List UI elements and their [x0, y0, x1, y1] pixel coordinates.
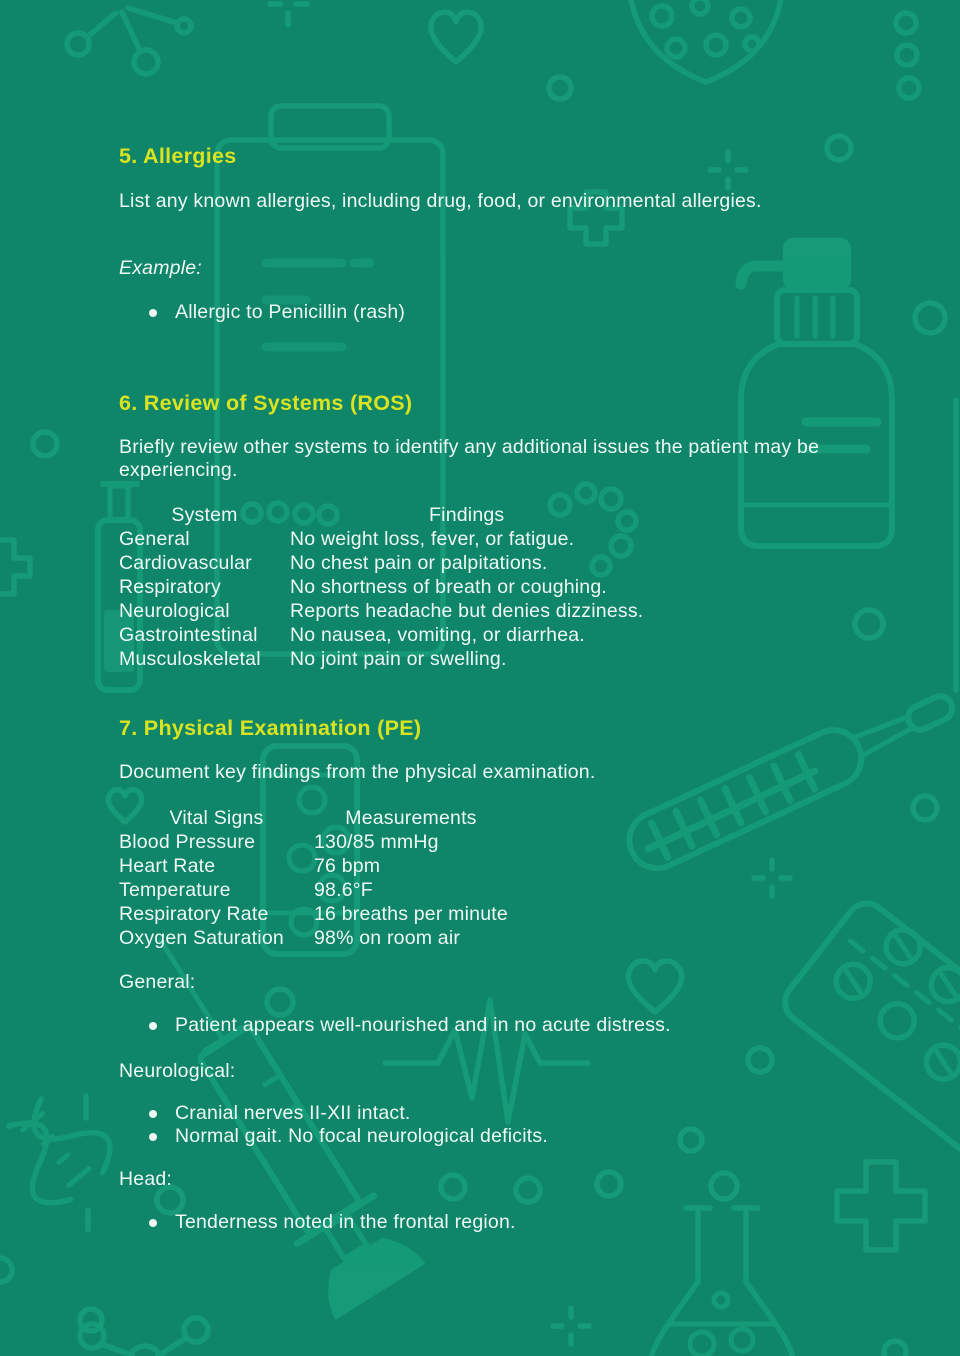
table-cell: No shortness of breath or coughing.	[290, 576, 608, 598]
ros-table	[119, 503, 643, 671]
table-cell: 98% on room air	[314, 927, 461, 949]
table-cell: Respiratory	[119, 576, 221, 598]
bullet-item: Normal gait. No focal neurological deficits.	[119, 1125, 548, 1148]
table-cell: Blood Pressure	[119, 831, 256, 853]
table-header-cell: System	[171, 504, 238, 526]
table-cell: Reports headache but denies dizziness.	[290, 600, 644, 622]
table-cell: 76 bpm	[314, 855, 381, 877]
table-cell: Respiratory Rate	[119, 903, 269, 925]
table-cell: No joint pain or swelling.	[290, 648, 507, 670]
table-cell: Temperature	[119, 879, 231, 901]
table-cell: Gastrointestinal	[119, 624, 258, 646]
bullet-item: Tenderness noted in the frontal region.	[119, 1211, 516, 1234]
table-cell: 16 breaths per minute	[314, 903, 508, 925]
table-cell: Musculoskeletal	[119, 648, 261, 670]
ros-description: Briefly review other systems to identify any additional issues the patient may be experiencing.	[119, 436, 820, 481]
head-bullet-list	[119, 1211, 516, 1234]
table-cell: 98.6°F	[314, 879, 373, 901]
subsection-label-neurological: Neurological:	[119, 1060, 236, 1082]
table-cell: No nausea, vomiting, or diarrhea.	[290, 624, 585, 646]
allergies-description: List any known allergies, including drug, food, or environmental allergies.	[119, 190, 762, 212]
table-cell: 130/85 mmHg	[314, 831, 439, 853]
bullet-item: Allergic to Penicillin (rash)	[119, 301, 405, 324]
table-cell: Oxygen Saturation	[119, 927, 284, 949]
table-header-cell: Measurements	[345, 807, 477, 829]
section-title-physical-exam: 7. Physical Examination (PE)	[119, 716, 422, 740]
table-header-cell: Findings	[429, 504, 505, 526]
table-cell: Heart Rate	[119, 855, 216, 877]
neurological-bullet-list	[119, 1102, 548, 1148]
vital-signs-table	[119, 806, 508, 950]
section-title-allergies: 5. Allergies	[119, 144, 237, 168]
allergies-bullet-list	[119, 301, 405, 324]
table-cell: No chest pain or palpitations.	[290, 552, 548, 574]
subsection-label-head: Head:	[119, 1168, 173, 1190]
bullet-item: Patient appears well-nourished and in no acute distress.	[119, 1014, 671, 1037]
example-label: Example:	[119, 257, 202, 279]
general-bullet-list	[119, 1014, 671, 1037]
physical-exam-description: Document key findings from the physical examination.	[119, 761, 596, 783]
bullet-item: Cranial nerves II-XII intact.	[119, 1102, 548, 1125]
table-cell: General	[119, 528, 190, 550]
subsection-label-general: General:	[119, 971, 196, 993]
table-cell: Cardiovascular	[119, 552, 252, 574]
table-header-cell: Vital Signs	[169, 807, 264, 829]
table-cell: Neurological	[119, 600, 230, 622]
section-title-ros: 6. Review of Systems (ROS)	[119, 391, 413, 415]
table-cell: No weight loss, fever, or fatigue.	[290, 528, 575, 550]
